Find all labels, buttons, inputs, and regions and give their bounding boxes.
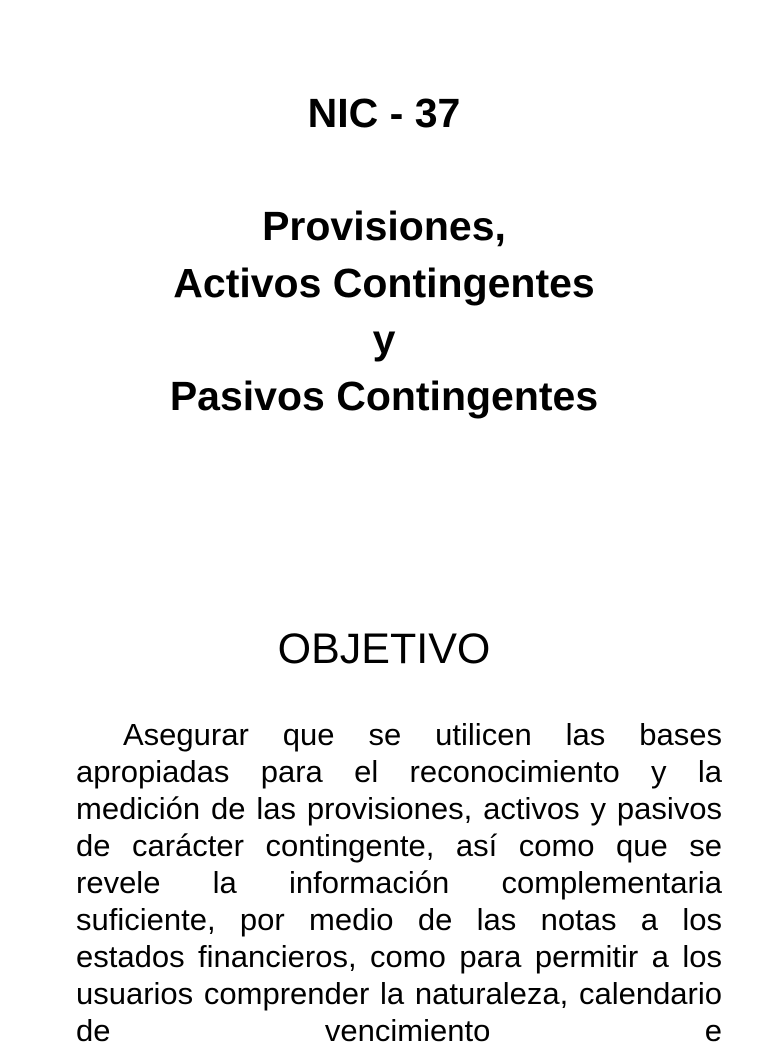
standard-code: NIC - 37 xyxy=(307,90,461,136)
title-block xyxy=(0,85,768,424)
title-spacer xyxy=(0,142,768,199)
section-heading: OBJETIVO xyxy=(277,625,491,673)
title-line-3: y xyxy=(372,316,396,362)
title-line-1: Provisiones, xyxy=(262,203,506,249)
title-line-2: Activos Contingentes xyxy=(173,259,595,306)
title-line-4: Pasivos Contingentes xyxy=(169,372,599,419)
objective-paragraph: Asegurar que se utilicen las bases apropiadas para el reconocimiento y la medición de las provisiones, activos y pasivos de carácter contingente, así como que se revele la información complementaria suficiente, por medio de las notas a los estados financieros, como para permitir a los usuarios comprender la naturaleza, calendario de vencimiento e xyxy=(76,717,722,1048)
